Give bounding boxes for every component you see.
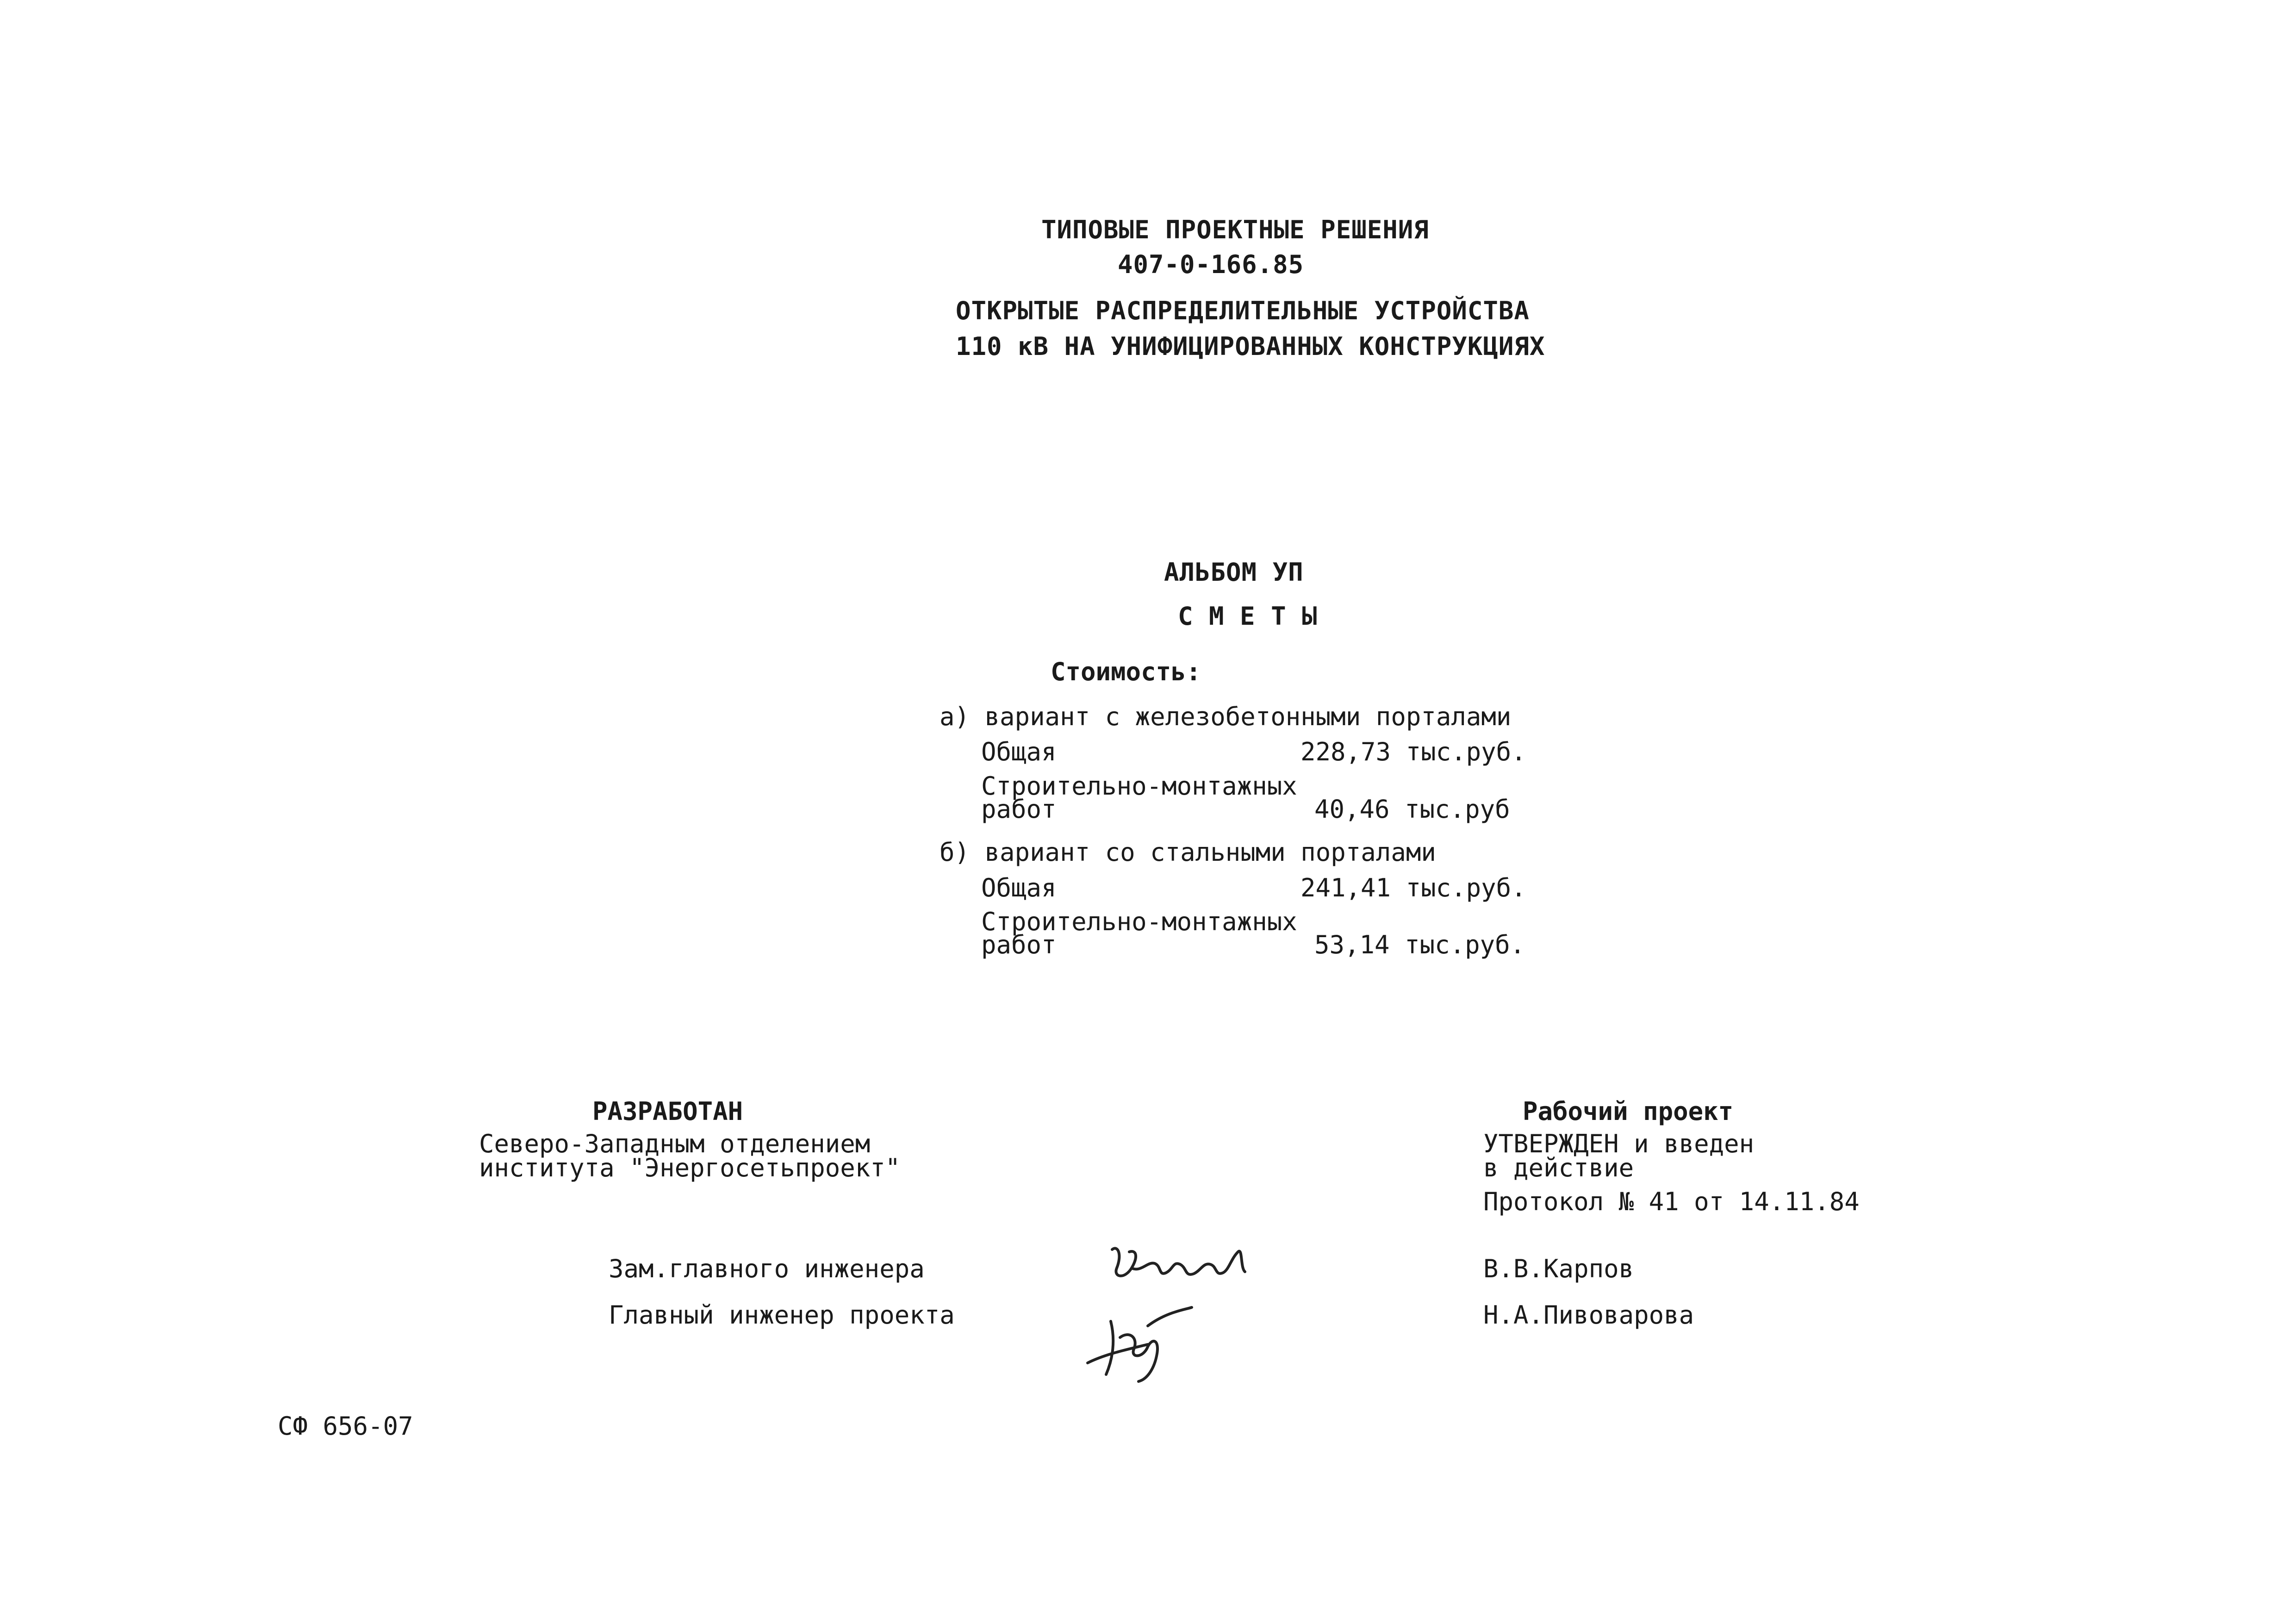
approved-heading: Рабочий проект (1523, 1097, 1734, 1126)
title-line-1: ОТКРЫТЫЕ РАСПРЕДЕЛИТЕЛЬНЫЕ УСТРОЙСТВА (956, 296, 1530, 325)
album-label: АЛЬБОМ УП (1164, 558, 1304, 587)
developed-line-2: института "Энергосетьпроект" (479, 1153, 901, 1182)
signature-name-1: В.В.Карпов (1483, 1254, 1634, 1283)
variant-a-smr-label-2: работ (981, 795, 1057, 824)
approved-protocol: Протокол № 41 от 14.11.84 (1483, 1187, 1860, 1216)
variant-a-total-value: 228,73 тыс.руб. (1300, 737, 1526, 766)
variant-a-title: а) вариант с железобетонными порталами (940, 702, 1512, 731)
handwritten-signature-2 (1078, 1293, 1199, 1386)
document-code: 407-0-166.85 (1118, 250, 1304, 279)
handwritten-signature-1 (1104, 1236, 1252, 1300)
header-line-1: ТИПОВЫЕ ПРОЕКТНЫЕ РЕШЕНИЯ (1041, 215, 1429, 244)
variant-b-total-label: Общая (981, 873, 1057, 902)
variant-b-smr-label-1: Строительно-монтажных (981, 907, 1297, 936)
variant-b-smr-label-2: работ (981, 930, 1057, 959)
signature-role-2: Главный инженер проекта (609, 1300, 955, 1330)
footer-code: СФ 656-07 (278, 1412, 413, 1441)
approved-line-1: УТВЕРЖДЕН и введен (1483, 1129, 1755, 1158)
variant-b-title: б) вариант со стальными порталами (940, 838, 1436, 867)
variant-a-total-label: Общая (981, 737, 1057, 766)
album-subtitle: С М Е Т Ы (1178, 602, 1318, 631)
signature-role-1: Зам.главного инженера (609, 1254, 925, 1283)
variant-b-total-value: 241,41 тыс.руб. (1300, 873, 1526, 902)
title-line-2: 110 кВ НА УНИФИЦИРОВАННЫХ КОНСТРУКЦИЯХ (956, 332, 1545, 361)
developed-line-1: Северо-Западным отделением (479, 1129, 871, 1158)
developed-heading: РАЗРАБОТАН (592, 1097, 743, 1126)
variant-a-smr-value: 40,46 тыс.руб (1314, 795, 1510, 824)
variant-a-smr-label-1: Строительно-монтажных (981, 771, 1297, 801)
variant-b-smr-value: 53,14 тыс.руб. (1314, 930, 1525, 959)
signature-name-2: Н.А.Пивоварова (1483, 1300, 1694, 1330)
cost-heading: Стоимость: (1051, 657, 1201, 686)
approved-line-2: в действие (1483, 1153, 1634, 1182)
